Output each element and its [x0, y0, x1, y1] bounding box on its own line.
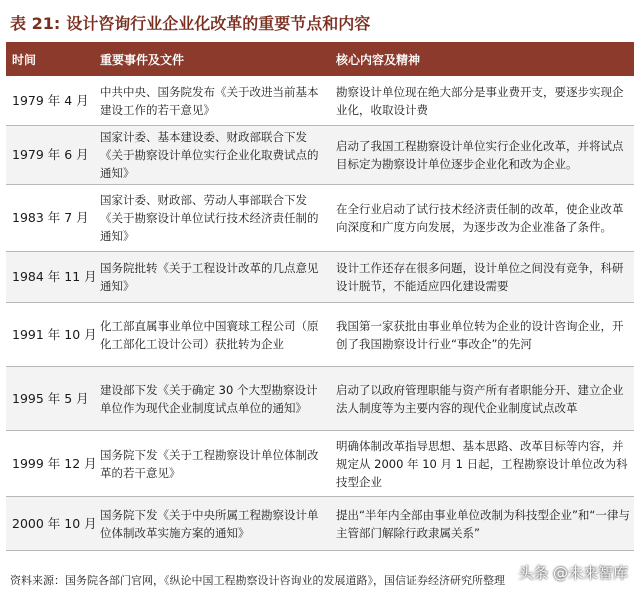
row-content: 勘察设计单位现在绝大部分是事业费开支，要逐步实现企业化，收取设计费: [336, 84, 624, 117]
table-row: [6, 497, 634, 551]
row-event: 国家计委、基本建设委、财政部联合下发《关于勘察设计单位实行企业化取费试点的通知》: [100, 130, 319, 180]
table-row: [6, 303, 634, 367]
table-row: [6, 367, 634, 431]
row-event: 化工部直属事业单位中国寰球工程公司（原化工部化工设计公司）获批转为企业: [100, 318, 319, 351]
reform-table: [6, 42, 634, 551]
table-row: [6, 185, 634, 252]
header-event: 重要事件及文件: [100, 52, 185, 67]
row-event: 建设部下发《关于确定 30 个大型勘察设计单位作为现代企业制度试点单位的通知》: [100, 382, 318, 415]
row-event: 国务院下发《关于中央所属工程勘察设计单位体制改革实施方案的通知》: [100, 507, 319, 540]
table-row: [6, 76, 634, 126]
row-content: 明确体制改革指导思想、基本思路、改革目标等内容，并规定从 2000 年 10 月 1 日起，工程勘察设计单位改为科技型企业: [336, 438, 628, 489]
table-title: [10, 10, 370, 38]
row-content: 启动了我国工程勘察设计单位实行企业化改革，并将试点目标定为勘察设计单位逐步企业化和改为企业。: [336, 139, 624, 171]
row-content: 提出“半年内全部由事业单位改制为科技型企业”和“一律与主管部门解除行政隶属关系”: [336, 507, 630, 540]
watermark: 头条 @未来智库: [518, 564, 628, 582]
table-title-text: 设计咨询行业企业化改革的重要节点和内容: [66, 14, 371, 33]
table-number: 表 21:: [10, 14, 61, 33]
row-event: 国家计委、财政部、劳动人事部联合下发《关于勘察设计单位试行技术经济责任制的通知》: [100, 193, 319, 243]
source-note: 资料来源：国务院各部门官网，《纵论中国工程勘察设计咨询业的发展道路》，国信证券经济研究所整理: [10, 574, 505, 587]
row-time: 2000 年 10 月: [12, 515, 97, 531]
row-event: 国务院下发《关于工程勘察设计单位体制改革的若干意见》: [100, 447, 319, 480]
row-time: 1979 年 6 月: [12, 147, 89, 162]
table-row: [6, 431, 634, 497]
row-time: 1995 年 5 月: [12, 390, 89, 406]
row-time: 1999 年 12 月: [12, 455, 97, 471]
row-time: 1979 年 4 月: [12, 92, 89, 108]
header-content: 核心内容及精神: [336, 52, 421, 67]
row-time: 1984 年 11 月: [12, 269, 97, 284]
row-event: 国务院批转《关于工程设计改革的几点意见通知》: [100, 261, 319, 293]
table-header: [6, 42, 634, 76]
row-event: 中共中央、国务院发布《关于改进当前基本建设工作的若干意见》: [100, 84, 319, 117]
row-content: 设计工作还存在很多问题，设计单位之间没有竞争，科研设计脱节，不能适应四化建设需要: [336, 261, 624, 293]
row-content: 在全行业启动了试行技术经济责任制的改革，使企业改革向深度和广度方向发展，为逐步改为企业准备了条件。: [336, 202, 624, 234]
header-time: 时间: [12, 52, 37, 67]
table-row: [6, 126, 634, 185]
row-time: 1991 年 10 月: [12, 326, 97, 342]
table-row: [6, 252, 634, 303]
row-time: 1983 年 7 月: [12, 210, 89, 225]
row-content: 我国第一家获批由事业单位转为企业的设计咨询企业，开创了我国勘察设计行业“事改企”的先河: [336, 318, 624, 351]
row-content: 启动了以政府管理职能与资产所有者职能分开、建立企业法人制度等为主要内容的现代企业制度试点改革: [336, 382, 624, 415]
